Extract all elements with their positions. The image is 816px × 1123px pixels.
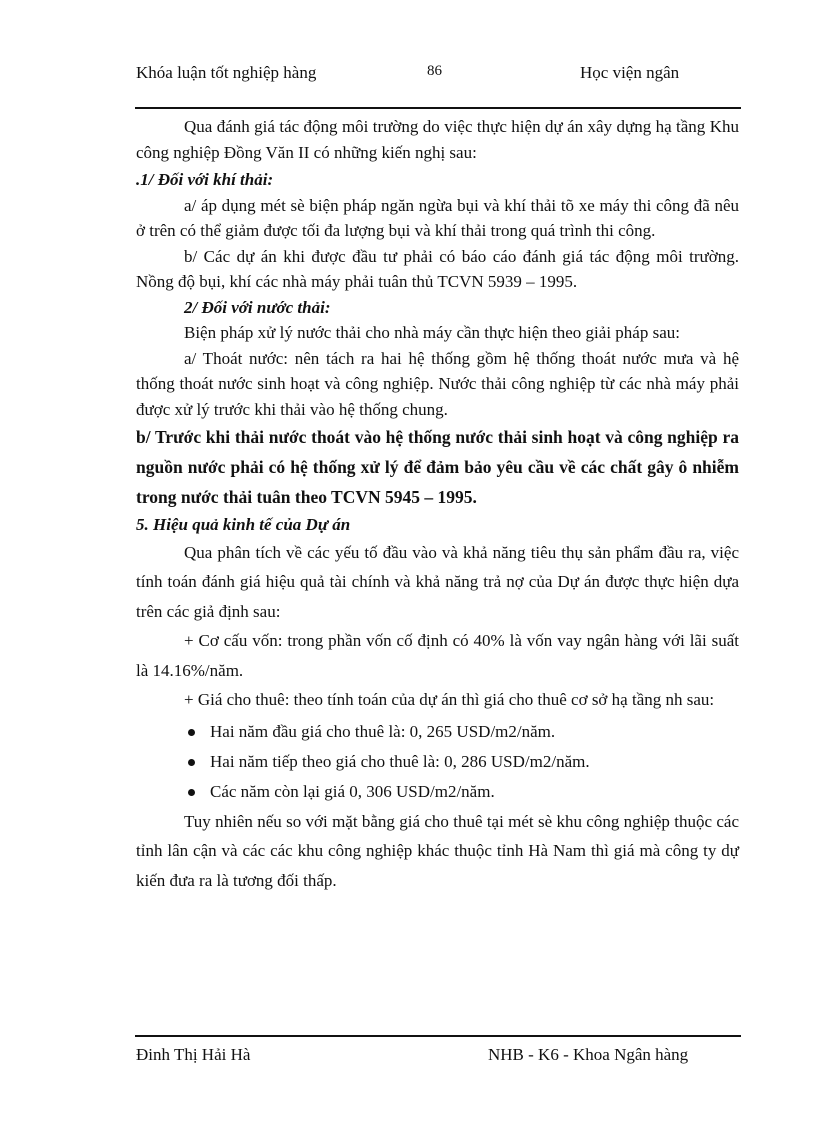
intro-paragraph: Qua đánh giá tác động môi trường do việc thực hiện dự án xây dựng hạ tầng Khu công nghiệp Đồng Văn II có những kiến nghị sau:	[136, 117, 739, 162]
list-item-text: Hai năm tiếp theo giá cho thuê là: 0, 286 USD/m2/năm.	[210, 751, 590, 771]
header-right-text: Học viện ngân	[580, 63, 680, 82]
list-item	[136, 717, 739, 747]
bullet-icon	[188, 759, 195, 766]
air-paragraph-a: a/ áp dụng mét sè biện pháp ngăn ngừa bụi và khí thải tõ xe máy thi công đã nêu ở trên có thể giảm được tối đa lượng bụi và khí thải trong quá trình thi công.	[136, 195, 739, 240]
list-item	[136, 747, 739, 777]
bullet-icon	[188, 789, 195, 796]
header-rule	[135, 107, 741, 109]
bullet-icon	[188, 729, 195, 736]
section-heading-economics: 5. Hiệu quả kinh tế của Dự án	[136, 515, 351, 534]
section-heading-air: .1/ Đối với khí thải:	[136, 170, 274, 189]
document-body	[136, 114, 739, 895]
water-intro-paragraph: Biện pháp xử lý nước thải cho nhà máy cần thực hiện theo giải pháp sau:	[184, 323, 680, 342]
page-number: 86	[427, 63, 442, 79]
rental-price-paragraph: + Giá cho thuê: theo tính toán của dự án thì giá cho thuê cơ sở hạ tầng nh sau:	[184, 690, 715, 709]
list-item-text: Hai năm đầu giá cho thuê là: 0, 265 USD/m2/năm.	[210, 721, 556, 741]
footer-rule	[135, 1035, 741, 1037]
capital-structure-paragraph: + Cơ cấu vốn: trong phần vốn cố định có 40% là vốn vay ngân hàng với lãi suất là 14.16%/năm.	[136, 631, 739, 680]
header-left-text: Khóa luận tốt nghiệp hàng	[136, 63, 317, 82]
footer-class: NHB - K6 - Khoa Ngân hàng	[488, 1045, 689, 1064]
list-item-text: Các năm còn lại giá 0, 306 USD/m2/năm.	[210, 781, 495, 801]
air-paragraph-b: b/ Các dự án khi được đầu tư phải có báo cáo đánh giá tác động môi trường. Nồng độ bụi, khí các nhà máy phải tuân thủ TCVN 5939 – 1995.	[136, 246, 739, 291]
water-paragraph-b: b/ Trước khi thải nước thoát vào hệ thống nước thải sinh hoạt và công nghiệp ra nguồn nước phải có hệ thống xử lý để đảm bảo yêu cầu về các chất gây ô nhiễm trong nước thải tuân theo TCVN 5945 – 1995.	[136, 427, 739, 507]
rental-price-list	[136, 717, 739, 807]
economics-paragraph: Qua phân tích về các yếu tố đầu vào và khả năng tiêu thụ sản phẩm đầu ra, việc tính toán đánh giá hiệu quả tài chính và khả năng trả nợ của Dự án được thực hiện dựa trên các giả định sau:	[136, 542, 739, 621]
conclusion-paragraph: Tuy nhiên nếu so với mặt bằng giá cho thuê tại mét sè khu công nghiệp thuộc các tỉnh lân cận và các các khu công nghiệp khác thuộc tỉnh Hà Nam thì giá mà công ty dự kiến đưa ra là tương đối thấp.	[136, 811, 739, 890]
water-paragraph-a: a/ Thoát nước: nên tách ra hai hệ thống gồm hệ thống thoát nước mưa và hệ thống thoát nước sinh hoạt và công nghiệp. Nước thải công nghiệp từ các nhà máy phải được xử lý trước khi thải vào hệ thống chung.	[136, 348, 739, 419]
footer-author: Đinh Thị Hải Hà	[136, 1045, 251, 1064]
list-item	[136, 777, 739, 807]
section-heading-water: 2/ Đối với nước thải:	[184, 297, 331, 317]
